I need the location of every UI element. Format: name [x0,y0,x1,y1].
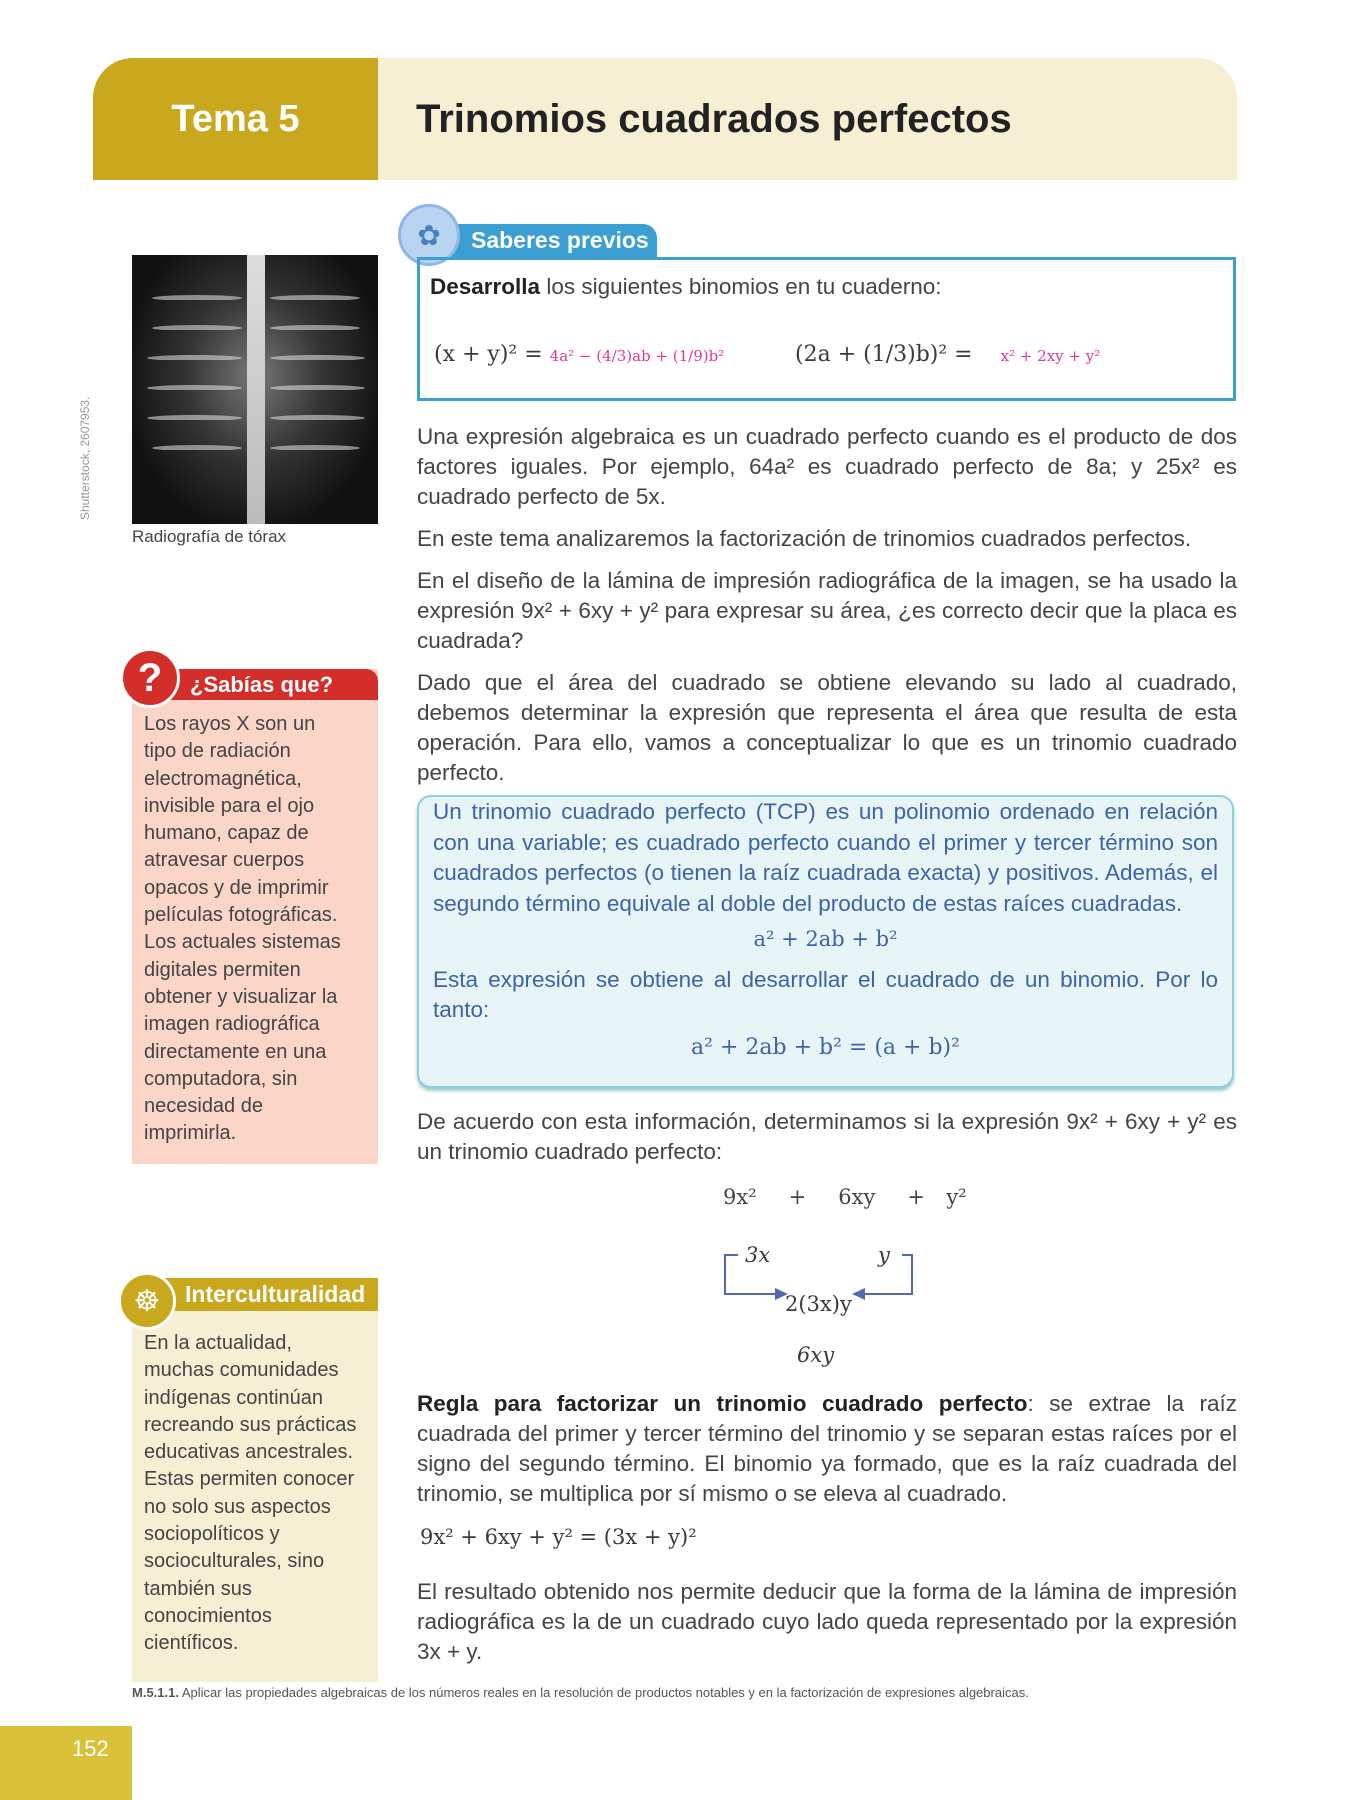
page-number: 152 [0,1726,132,1800]
paragraph: Dado que el área del cuadrado se obtiene elevando su lado al cuadrado, debemos determinar la expresión que representa el área que resulta de esta operación. Para ello, vamos a conceptualizar lo que es un trinomio cuadrado perfecto. [417,670,1237,785]
sabias-que-box [132,669,378,1164]
saberes-previos-box [417,257,1236,401]
formula-tcp: a² + 2ab + b² [753,927,898,951]
term: + [907,1185,926,1209]
instruction-text: los siguientes binomios en tu cuaderno: [540,274,942,299]
root-2: y [878,1243,890,1267]
paragraph: En este tema analizaremos la factorización de trinomios cuadrados perfectos. [417,526,1192,551]
trinomial-terms [723,1185,967,1209]
factored-formula: 9x² + 6xy + y² = (3x + y)² [420,1525,697,1549]
term: 9x² [723,1185,757,1209]
answer-2: x² + 2xy + y² [1000,347,1101,365]
formula-binomial-square: a² + 2ab + b² = (a + b)² [691,1035,960,1060]
answer-1: 4a² − (4/3)ab + (1/9)b² [549,347,725,365]
skill-code: M.5.1.1. [132,1685,179,1700]
definition-text: Un trinomio cuadrado perfecto (TCP) es un polinomio ordenado en relación con una variable; es cuadrado perfecto cuando el primer y tercer término son cuadrados perfectos (o tienen la raíz cuadrada exacta) y positivos. Además, el segundo término equivale al doble del producto de estas raíces cuadradas. [433,799,1218,916]
definition-text-2: Esta expresión se obtiene al desarrollar el cuadrado de un binomio. Por lo tanto: [433,967,1218,1022]
term: y² [946,1185,967,1209]
topic-number: Tema 5 [93,58,378,180]
binomial-1: (x + y)² = [434,342,543,367]
image-caption: Radiografía de tórax [132,527,287,546]
middle-term-result: 6xy [797,1343,835,1367]
term: + [788,1185,807,1209]
conclusion: El resultado obtenido nos permite deducir que la forma de la lámina de impresión radiográfica es la de un cuadrado cuyo lado queda representado por la expresión 3x + y. [417,1579,1237,1664]
instruction-bold: Desarrolla [430,274,541,299]
question-mark-icon: ? [120,648,180,708]
page-title: Trinomios cuadrados perfectos [378,58,1237,180]
interculturalidad-box [132,1292,378,1682]
double-product: 2(3x)y [785,1292,852,1316]
curriculum-footnote [132,1685,1242,1700]
factoring-rule [417,1389,1237,1509]
binomial-2: (2a + (1/3)b)² = [795,342,973,367]
chest-xray-image [132,255,378,524]
sabias-que-title: ¿Sabías que? [160,669,378,700]
paragraph: Una expresión algebraica es un cuadrado perfecto cuando es el producto de dos factores iguales. Por ejemplo, 64a² es cuadrado perfecto de 8a; y 25x² es cuadrado perfecto de 5x. [417,424,1237,509]
rule-title: Regla para factorizar un trinomio cuadrado perfecto [417,1391,1028,1416]
interculturalidad-text: En la actualidad, muchas comunidades indígenas continúan recreando sus prácticas educativas ancestrales. Estas permiten conocer no solo sus aspectos sociopolíticos y socioculturales, sino también sus conocimientos científicos. [144,1332,357,1655]
root-1: 3x [745,1243,771,1267]
interculturalidad-title: Interculturalidad [160,1278,378,1311]
analysis-intro: De acuerdo con esta información, determinamos si la expresión 9x² + 6xy + y² es un trinomio cuadrado perfecto: [417,1109,1237,1164]
definition-box [417,795,1234,1088]
rule-text: : se extrae la raíz cuadrada del primer y tercer término del trinomio y se separan estas raíces por el signo del segundo término. El binomio ya formado, que es la raíz cuadrada del trinomio, se multiplica por sí mismo o se eleva al cuadrado. [417,1391,1237,1506]
sabias-que-text: Los rayos X son un tipo de radiación electromagnética, invisible para el ojo humano, capaz de atravesar cuerpos opacos y de imprimir películas fotográficas. Los actuales sistemas digitales permiten obtener y visualizar la imagen radiográfica directamente en una computadora, sin necesidad de imprimirla. [144,713,341,1145]
community-icon: ☸ [118,1272,176,1330]
term: 6xy [838,1185,876,1209]
paragraph: En el diseño de la lámina de impresión radiográfica de la imagen, se ha usado la expresión 9x² + 6xy + y² para expresar su área, ¿es correcto decir que la placa es cuadrada? [417,568,1237,653]
image-credit: Shutterstock, 2607953. [78,396,92,520]
main-text [417,422,1237,788]
skill-text: Aplicar las propiedades algebraicas de los números reales en la resolución de productos notables y en la factorización de expresiones algebraicas. [178,1685,1029,1700]
brain-head-icon: ✿ [398,204,460,266]
saberes-previos-tab: Saberes previos [417,224,657,257]
